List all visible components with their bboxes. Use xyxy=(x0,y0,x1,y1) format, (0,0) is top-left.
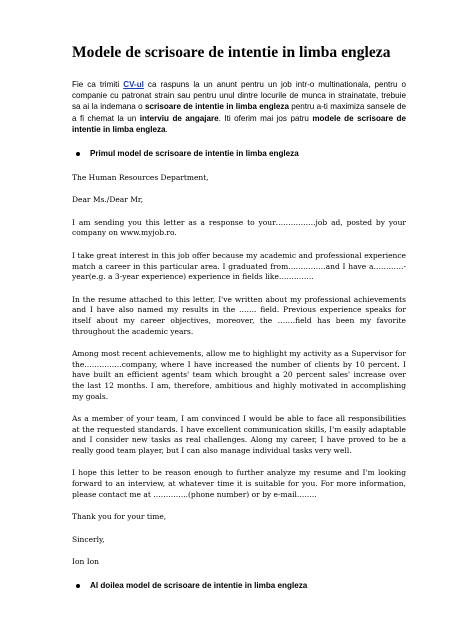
intro-bold-2: interviu de angajare xyxy=(139,113,219,123)
section-heading-2-label: Al doilea model de scrisoare de intentie in limba engleza xyxy=(90,581,308,591)
letter-paragraph-2: I take great interest in this job offer because my academic and professional experience match a career in this particular area. I graduated from……………and I have a…………-year(e.g. a 3-year experience) experience in fields like………….. xyxy=(72,250,406,282)
bullet-icon xyxy=(76,152,80,156)
letter-thanks: Thank you for your time, xyxy=(72,512,167,522)
letter-paragraph-4: Among most recent achievements, allow me to highlight my activity as a Supervisor for the……………company, where I have increased the number of clients by 10 percent. I have built an efficient agents' team which brought a 20 percent sales' increase over the last 12 months. I am, therefore, ambitious and highly motivated in accomplishing my goals. xyxy=(72,349,406,401)
intro-text-1: Fie ca trimiti xyxy=(72,80,124,89)
section-heading-1-label: Primul model de scrisoare de intentie in limba engleza xyxy=(90,149,299,159)
document-body xyxy=(72,79,406,605)
page-title: Modele de scrisoare de intentie in limba engleza xyxy=(72,44,391,61)
section-heading-2 xyxy=(72,580,406,592)
cv-link[interactable]: CV-ul xyxy=(123,80,144,89)
letter-paragraph-6: I hope this letter to be reason enough to further analyze my resume and I'm looking forward to an interview, at whatever time it is suitable for you. For more information, please contact me at …………..(phone number) or by e-mail…….. xyxy=(72,468,406,499)
intro-text-5: . xyxy=(165,124,168,134)
bullet-icon xyxy=(76,584,80,588)
letter-signature: Ion Ion xyxy=(72,557,100,567)
letter-recipient: The Human Resources Department, xyxy=(72,172,209,182)
letter-paragraph-3: In the resume attached to this letter, I've written about my professional achievements and I have also named my results in the ……. field. Previous experience speaks for itself about my career objectives, moreover, the …….field has been my favorite throughout the academic years. xyxy=(72,294,406,336)
intro-text-3: pentru a-ti maximiza sansele de a fi chemat la un xyxy=(72,102,406,123)
intro-text-4: . Iti oferim mai jos patru xyxy=(218,113,313,123)
section-heading-1 xyxy=(72,148,406,160)
letter-salutation: Dear Ms./Dear Mr, xyxy=(72,195,144,205)
letter-closing: Sincerly, xyxy=(72,534,105,544)
intro-bold-3: modele de scrisoare de intentie in limba engleza xyxy=(72,113,406,134)
intro-text-2: ca raspuns la un anunt pentru un job intr-o multinationala, pentru o companie cu patronat strain sau pentru unul dintre locurile de munca in strainatate, trebuie sa ai la indemana o xyxy=(72,80,406,112)
intro-paragraph xyxy=(72,79,406,135)
intro-bold-1: scrisoare de intentie in limba engleza xyxy=(144,102,289,112)
letter-paragraph-5: As a member of your team, I am convinced I would be able to face all responsibilities at the requested standards. I have excellent communication skills, I'm easily adaptable and I consider new tasks as real challenges. Along my career, I have proved to be a really good team player, but I can also manage individual tasks very well. xyxy=(72,414,406,455)
letter-paragraph-1: I am sending you this letter as a response to your…………….job ad, posted by your company on www.myjob.ro. xyxy=(72,217,406,238)
